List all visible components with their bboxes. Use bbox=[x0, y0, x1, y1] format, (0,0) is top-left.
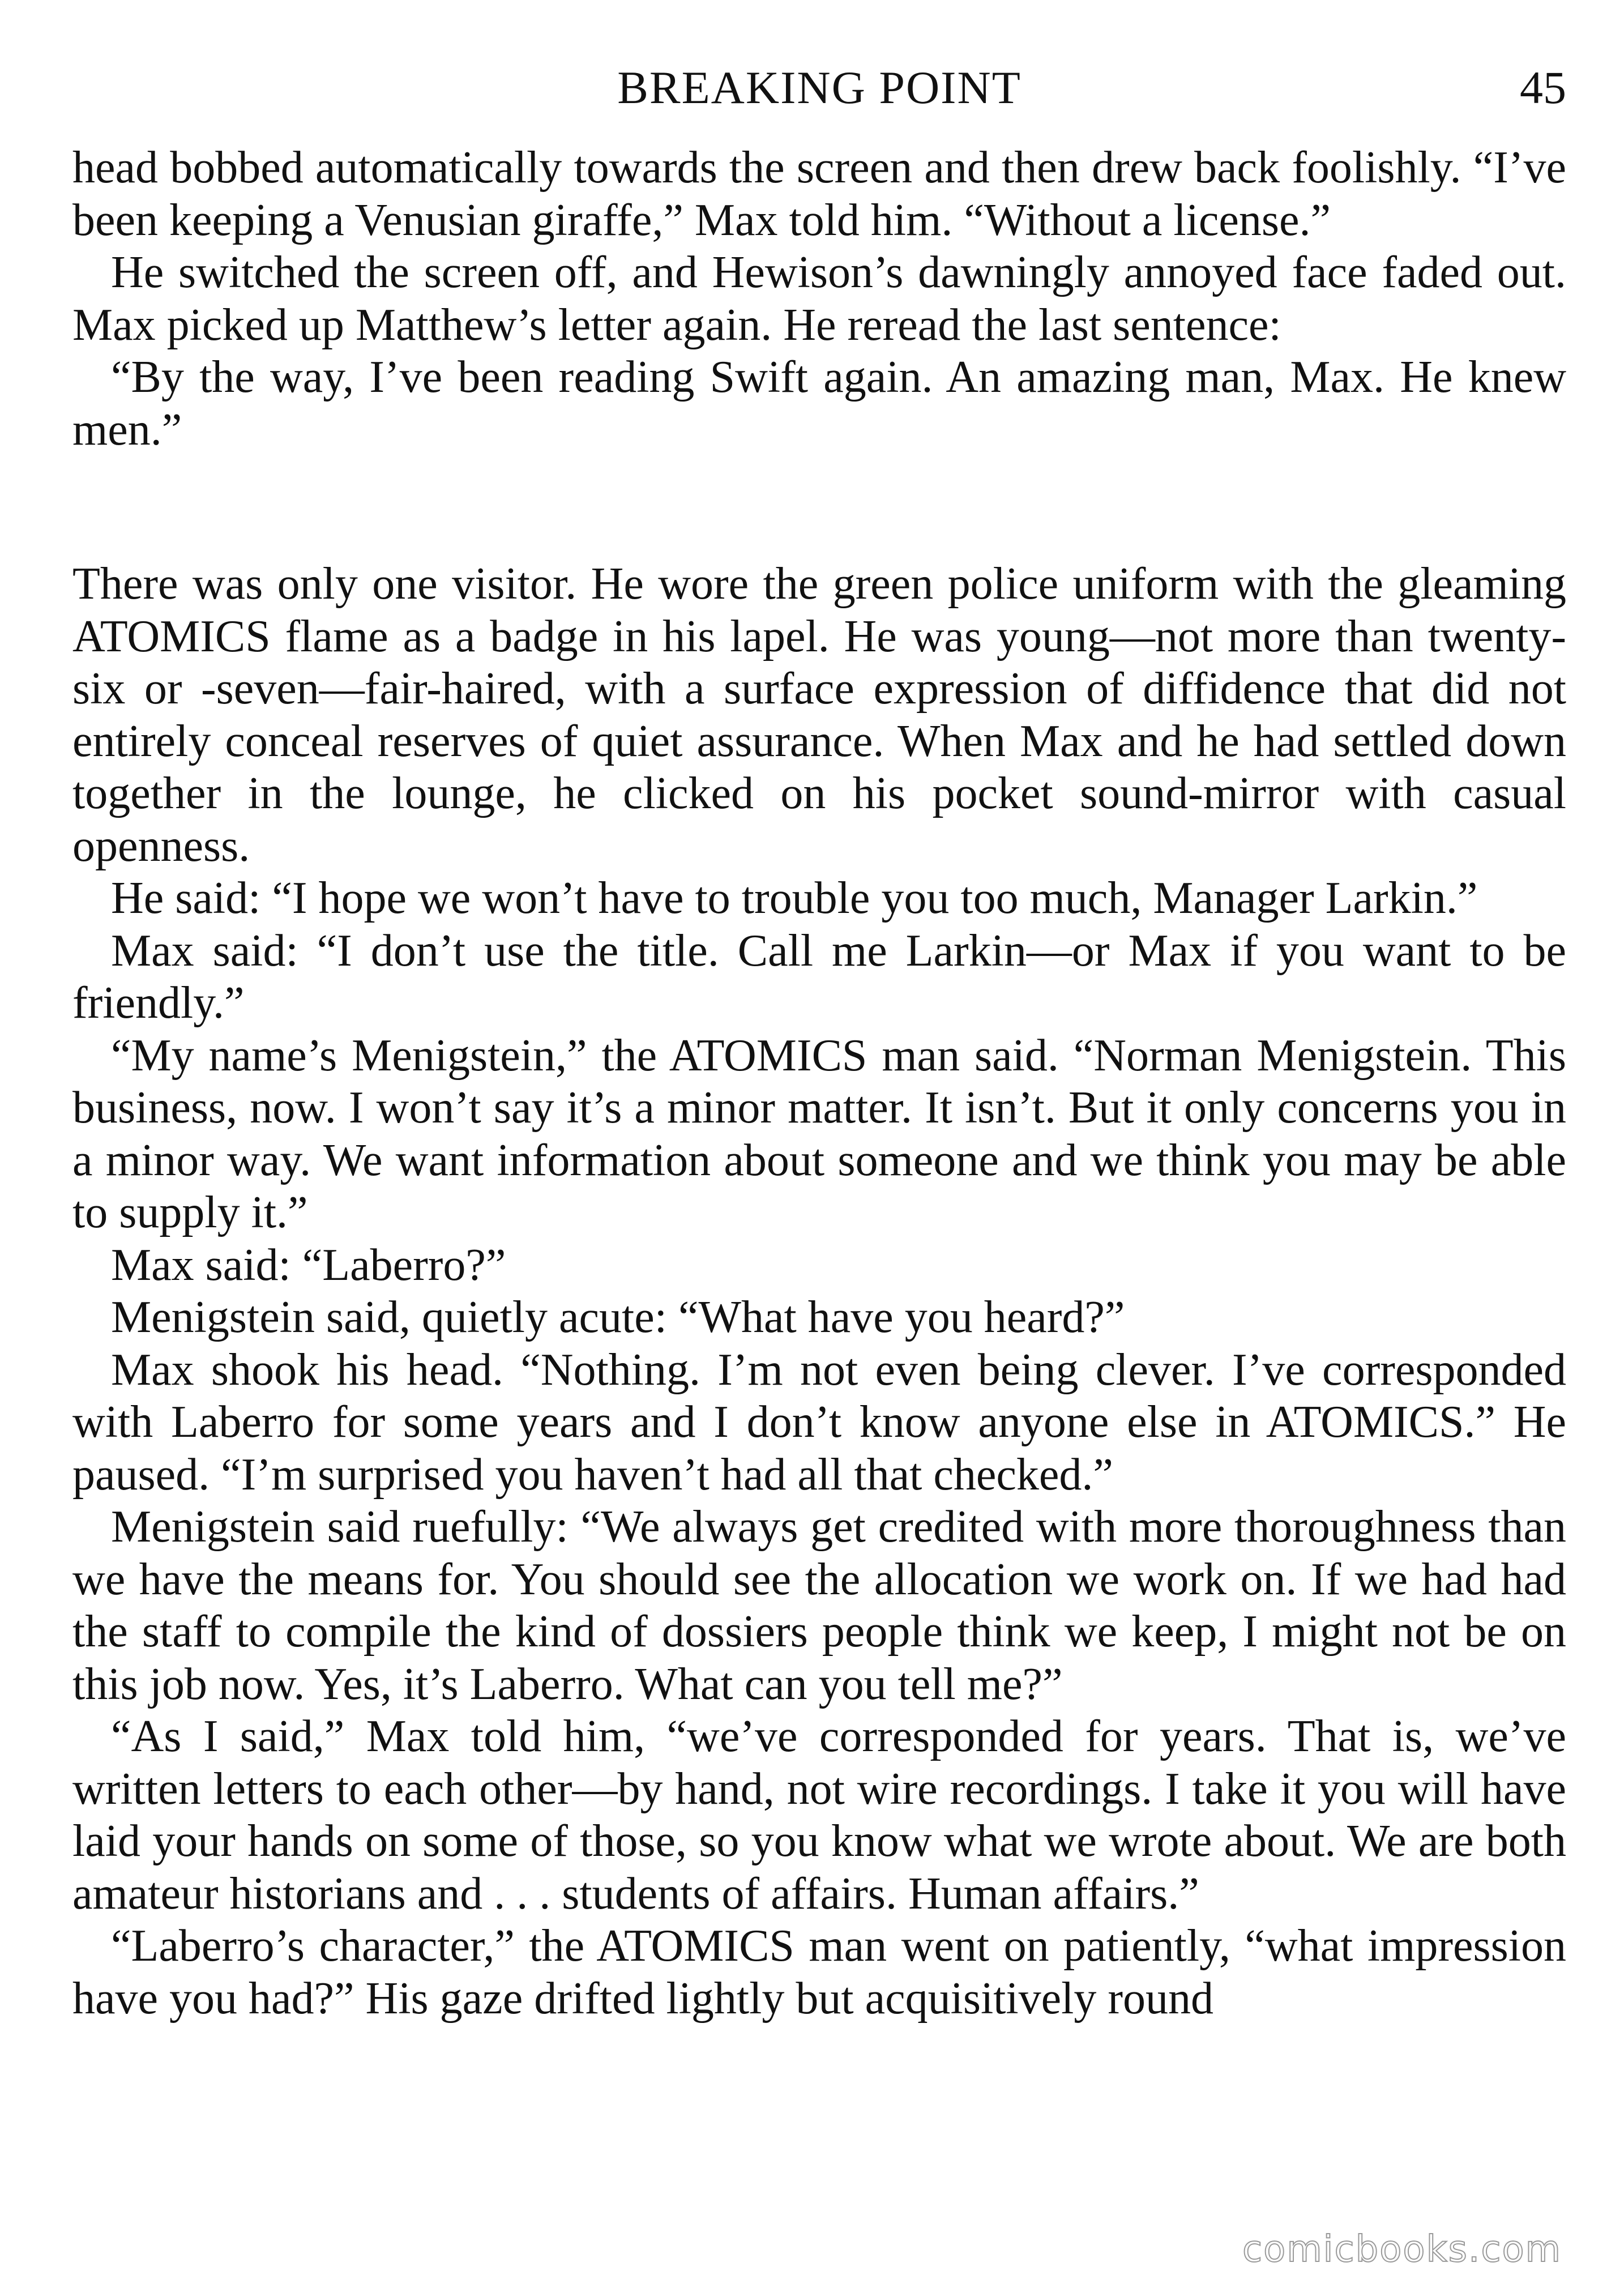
paragraph: There was only one visitor. He wore the green police uniform with the gleaming ATOMICS flame as a badge in his lapel. He was young—not more than twenty-six or -seven—fair-haired, with a surface expression of diffidence that did not entirely conceal reserves of quiet assurance. When Max and he had settled down together in the lounge, he clicked on his pocket sound-mirror with casual openness. bbox=[72, 559, 1566, 871]
running-title: BREAKING POINT bbox=[617, 62, 1022, 113]
paragraph: head bobbed automatically towards the screen and then drew back foolishly. “I’ve been keeping a Venusian giraffe,” Max told him. “Without a license.” bbox=[72, 143, 1566, 245]
paragraph: “My name’s Menigstein,” the ATOMICS man said. “Norman Menigstein. This business, now. I won’t say it’s a minor matter. It isn’t. But it only concerns you in a minor way. We want information about someone and we think you may be able to supply it.” bbox=[72, 1030, 1566, 1237]
paragraph: Max said: “Laberro?” bbox=[111, 1240, 506, 1290]
paragraph: He switched the screen off, and Hewison’s dawningly annoyed face faded out. Max picked up Matthew’s letter again. He reread the last sentence: bbox=[72, 247, 1566, 350]
paragraph: “By the way, I’ve been reading Swift again. An amazing man, Max. He knew men.” bbox=[72, 352, 1566, 455]
body-text bbox=[72, 142, 1566, 2025]
section-break bbox=[72, 456, 1566, 558]
paragraph: He said: “I hope we won’t have to trouble you too much, Manager Larkin.” bbox=[111, 873, 1478, 923]
running-head bbox=[72, 57, 1566, 142]
watermark: comicbooks.com bbox=[1242, 2229, 1562, 2270]
book-page bbox=[72, 57, 1566, 2243]
paragraph: Max said: “I don’t use the title. Call me Larkin—or Max if you want to be friendly.” bbox=[72, 925, 1566, 1028]
paragraph: Menigstein said, quietly acute: “What have you heard?” bbox=[111, 1292, 1125, 1342]
paragraph: “Laberro’s character,” the ATOMICS man went on patiently, “what impression have you had?” His gaze drifted lightly but acquisitively round bbox=[72, 1921, 1566, 2024]
paragraph: Menigstein said ruefully: “We always get credited with more thoroughness than we have the means for. You should see the allocation we work on. If we had had the staff to compile the kind of dossiers people think we keep, I might not be on this job now. Yes, it’s Laberro. What can you tell me?” bbox=[72, 1502, 1566, 1709]
page-number: 45 bbox=[1520, 62, 1566, 113]
paragraph: Max shook his head. “Nothing. I’m not even being clever. I’ve corresponded with Laberro for some years and I don’t know anyone else in ATOMICS.” He paused. “I’m surprised you haven’t had all that checked.” bbox=[72, 1344, 1566, 1500]
paragraph: “As I said,” Max told him, “we’ve corresponded for years. That is, we’ve written letters to each other—by hand, not wire recordings. I take it you will have laid your hands on some of those, so you know what we wrote about. We are both amateur historians and . . . students of affairs. Human affairs.” bbox=[72, 1711, 1566, 1919]
